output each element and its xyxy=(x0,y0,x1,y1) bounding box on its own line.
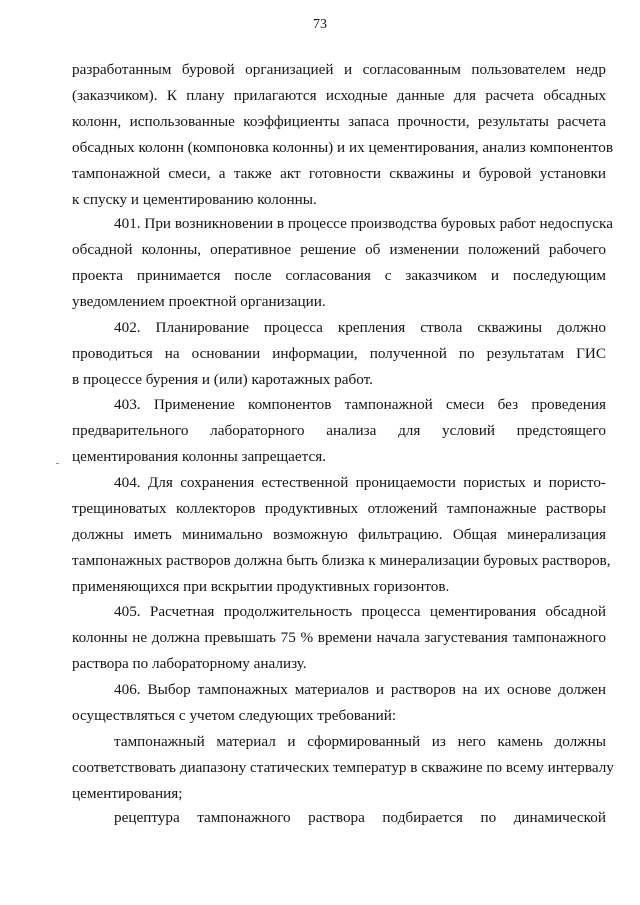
text-line: трещиноватых коллекторов продуктивных отложений тампонажные растворы xyxy=(72,500,606,517)
text-line: обсадной колонны, оперативное решение об изменении положений рабочего xyxy=(72,241,606,258)
text-line: раствора по лабораторному анализу. xyxy=(72,655,307,672)
text-line: колонны не должна превышать 75 % времени начала загустевания тампонажного xyxy=(72,629,606,646)
paragraph-first-line: 401. При возникновении в процессе производства буровых работ недоспуска xyxy=(114,215,613,232)
text-line: цементирования; xyxy=(72,785,183,802)
text-line: предварительного лабораторного анализа для условий предстоящего xyxy=(72,422,606,439)
text-line: должны иметь минимально возможную фильтрацию. Общая минерализация xyxy=(72,526,606,543)
text-line: осуществляться с учетом следующих требований: xyxy=(72,707,397,724)
text-line: обсадных колонн (компоновка колонны) и их цементирования, анализ компонентов xyxy=(72,139,614,156)
text-line: к спуску и цементированию колонны. xyxy=(72,191,317,208)
paragraph-first-line: 406. Выбор тампонажных материалов и растворов на их основе должен xyxy=(114,681,606,698)
text-line: колонн, использованные коэффициенты запаса прочности, результаты расчета xyxy=(72,113,606,130)
text-line: соответствовать диапазону статических температур в скважине по всему интервалу xyxy=(72,759,614,776)
text-line: тампонажных растворов должна быть близка к минерализации буровых растворов, xyxy=(72,552,611,569)
paragraph-first-line: 403. Применение компонентов тампонажной смеси без проведения xyxy=(114,396,606,413)
text-line: цементирования колонны запрещается. xyxy=(72,448,327,465)
paragraph-first-line: 402. Планирование процесса крепления ствола скважины должно xyxy=(114,319,606,336)
text-line: (заказчиком). К плану прилагаются исходные данные для расчета обсадных xyxy=(72,87,606,104)
text-line: применяющихся при вскрытии продуктивных горизонтов. xyxy=(72,578,450,595)
text-line: в процессе бурения и (или) каротажных работ. xyxy=(72,371,373,388)
text-line: проекта принимается после согласования с заказчиком и последующим xyxy=(72,267,606,284)
paragraph-first-line: 404. Для сохранения естественной проницаемости пористых и пористо- xyxy=(114,474,606,491)
text-line: разработанным буровой организацией и согласованным пользователем недр xyxy=(72,61,606,78)
text-line: уведомлением проектной организации. xyxy=(72,293,326,310)
text-line: тампонажной смеси, а также акт готовности скважины и буровой установки xyxy=(72,165,606,182)
scan-mark xyxy=(56,463,59,464)
page-number: 73 xyxy=(313,17,327,32)
paragraph-first-line: 405. Расчетная продолжительность процесса цементирования обсадной xyxy=(114,603,606,620)
text-line: проводиться на основании информации, полученной по результатам ГИС xyxy=(72,345,606,362)
paragraph-first-line: рецептура тампонажного раствора подбирается по динамической xyxy=(114,809,606,826)
paragraph-first-line: тампонажный материал и сформированный из него камень должны xyxy=(114,733,606,750)
